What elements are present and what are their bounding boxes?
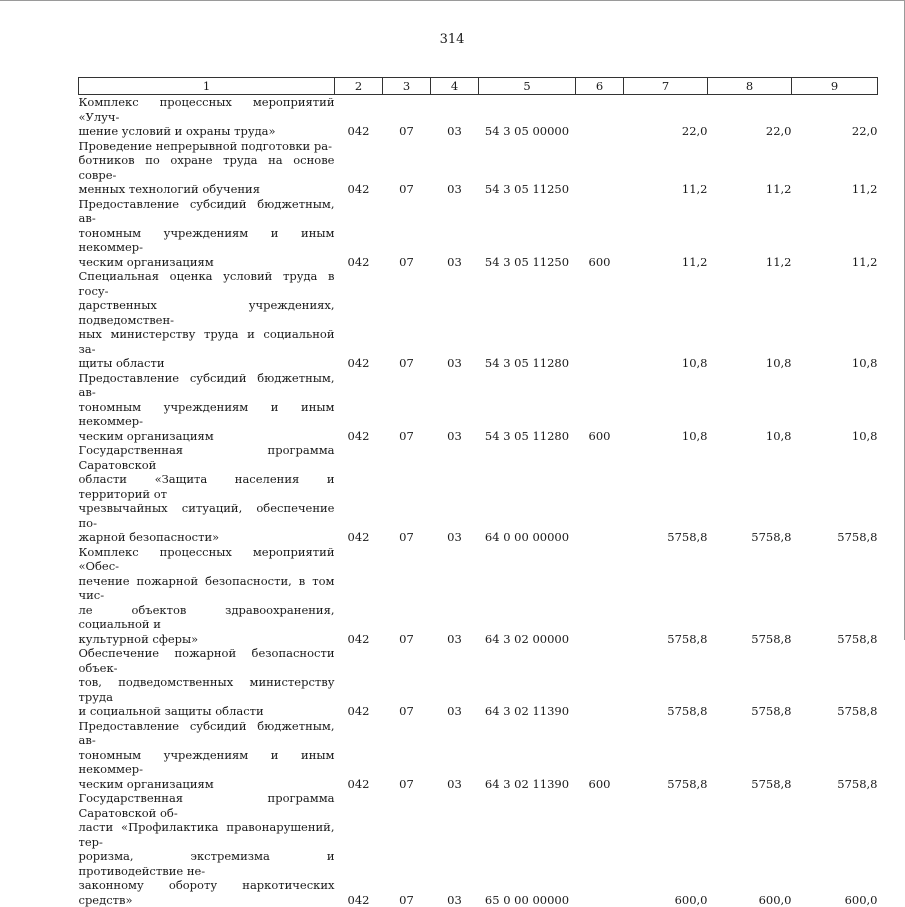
amount-year1-cell: 11,2 (624, 139, 708, 197)
description-cell (79, 791, 335, 907)
description-line: тономным учреждениям и иным некоммер- (79, 226, 335, 255)
table-row (79, 719, 878, 792)
target-article-cell: 54 3 05 11250 (479, 197, 576, 270)
description-line: печение пожарной безопасности, в том чис- (79, 574, 335, 603)
description-cell (79, 371, 335, 444)
description-line: шение условий и охраны труда» (79, 124, 335, 139)
amount-year1-cell: 600,0 (624, 791, 708, 907)
amount-year2-cell: 5758,8 (708, 545, 792, 647)
table-row (79, 269, 878, 371)
description-line: жарной безопасности» (79, 530, 335, 545)
amount-year1-cell: 10,8 (624, 371, 708, 444)
description-line: чрезвычайных ситуаций, обеспечение по- (79, 501, 335, 530)
description-line: щиты области (79, 356, 335, 371)
amount-year1-cell: 5758,8 (624, 545, 708, 647)
target-article-cell: 54 3 05 11250 (479, 139, 576, 197)
description-line: ческим организациям (79, 429, 335, 444)
expense-type-cell (576, 95, 624, 139)
target-article-cell: 64 3 02 00000 (479, 545, 576, 647)
admin-code-cell: 042 (335, 95, 383, 139)
section-cell: 07 (383, 545, 431, 647)
subsection-cell: 03 (431, 197, 479, 270)
subsection-cell: 03 (431, 95, 479, 139)
admin-code-cell: 042 (335, 139, 383, 197)
amount-year2-cell: 600,0 (708, 791, 792, 907)
description-cell (79, 545, 335, 647)
amount-year2-cell: 11,2 (708, 139, 792, 197)
amount-year1-cell: 22,0 (624, 95, 708, 139)
description-line: менных технологий обучения (79, 182, 335, 197)
subsection-cell: 03 (431, 443, 479, 545)
description-line: роризма, экстремизма и противодействие не- (79, 849, 335, 878)
amount-year3-cell: 11,2 (792, 197, 878, 270)
column-header: 8 (708, 78, 792, 95)
admin-code-cell: 042 (335, 719, 383, 792)
description-line: области «Защита населения и территорий от (79, 472, 335, 501)
description-line: ных министерству труда и социальной за- (79, 327, 335, 356)
description-line: культурной сферы» (79, 632, 335, 647)
column-header: 5 (479, 78, 576, 95)
description-line: тов, подведомственных министерству труда (79, 675, 335, 704)
expense-type-cell: 600 (576, 719, 624, 792)
expense-type-cell (576, 269, 624, 371)
subsection-cell: 03 (431, 139, 479, 197)
column-header: 4 (431, 78, 479, 95)
admin-code-cell: 042 (335, 791, 383, 907)
subsection-cell: 03 (431, 791, 479, 907)
target-article-cell: 64 3 02 11390 (479, 646, 576, 719)
expense-type-cell (576, 791, 624, 907)
subsection-cell: 03 (431, 371, 479, 444)
description-cell (79, 443, 335, 545)
table-row (79, 139, 878, 197)
table-header (79, 78, 878, 95)
description-line: Комплекс процессных мероприятий «Обес- (79, 545, 335, 574)
target-article-cell: 65 0 00 00000 (479, 791, 576, 907)
column-number-row (79, 78, 878, 95)
column-header: 1 (79, 78, 335, 95)
amount-year3-cell: 5758,8 (792, 545, 878, 647)
subsection-cell: 03 (431, 646, 479, 719)
description-cell (79, 719, 335, 792)
admin-code-cell: 042 (335, 443, 383, 545)
amount-year3-cell: 5758,8 (792, 443, 878, 545)
amount-year2-cell: 10,8 (708, 371, 792, 444)
table-row (79, 197, 878, 270)
amount-year2-cell: 5758,8 (708, 443, 792, 545)
admin-code-cell: 042 (335, 646, 383, 719)
description-line: Предоставление субсидий бюджетным, ав- (79, 719, 335, 748)
expense-type-cell (576, 545, 624, 647)
table-row (79, 791, 878, 907)
amount-year2-cell: 22,0 (708, 95, 792, 139)
amount-year3-cell: 10,8 (792, 269, 878, 371)
description-line: ласти «Профилактика правонарушений, тер- (79, 820, 335, 849)
column-header: 7 (624, 78, 708, 95)
amount-year3-cell: 22,0 (792, 95, 878, 139)
admin-code-cell: 042 (335, 371, 383, 444)
expense-type-cell: 600 (576, 371, 624, 444)
column-header: 3 (383, 78, 431, 95)
table-row (79, 95, 878, 139)
target-article-cell: 54 3 05 11280 (479, 269, 576, 371)
section-cell: 07 (383, 646, 431, 719)
target-article-cell: 64 0 00 00000 (479, 443, 576, 545)
amount-year1-cell: 11,2 (624, 197, 708, 270)
amount-year2-cell: 5758,8 (708, 646, 792, 719)
subsection-cell: 03 (431, 269, 479, 371)
admin-code-cell: 042 (335, 545, 383, 647)
amount-year3-cell: 600,0 (792, 791, 878, 907)
description-line: законному обороту наркотических средств» (79, 878, 335, 907)
section-cell: 07 (383, 791, 431, 907)
description-line: Предоставление субсидий бюджетным, ав- (79, 197, 335, 226)
expense-type-cell: 600 (576, 197, 624, 270)
section-cell: 07 (383, 95, 431, 139)
section-cell: 07 (383, 443, 431, 545)
description-cell (79, 139, 335, 197)
amount-year3-cell: 11,2 (792, 139, 878, 197)
description-line: ле объектов здравоохранения, социальной и (79, 603, 335, 632)
description-line: ческим организациям (79, 255, 335, 270)
amount-year1-cell: 5758,8 (624, 719, 708, 792)
description-cell (79, 269, 335, 371)
admin-code-cell: 042 (335, 269, 383, 371)
expense-type-cell (576, 443, 624, 545)
admin-code-cell: 042 (335, 197, 383, 270)
target-article-cell: 54 3 05 11280 (479, 371, 576, 444)
description-cell (79, 197, 335, 270)
page-number: 314 (0, 32, 904, 47)
target-article-cell: 64 3 02 11390 (479, 719, 576, 792)
amount-year1-cell: 5758,8 (624, 443, 708, 545)
amount-year3-cell: 5758,8 (792, 646, 878, 719)
section-cell: 07 (383, 371, 431, 444)
amount-year2-cell: 5758,8 (708, 719, 792, 792)
description-line: Государственная программа Саратовской об- (79, 791, 335, 820)
description-line: ботников по охране труда на основе совре- (79, 153, 335, 182)
description-cell (79, 95, 335, 139)
subsection-cell: 03 (431, 545, 479, 647)
section-cell: 07 (383, 719, 431, 792)
amount-year3-cell: 5758,8 (792, 719, 878, 792)
amount-year1-cell: 5758,8 (624, 646, 708, 719)
amount-year1-cell: 10,8 (624, 269, 708, 371)
section-cell: 07 (383, 139, 431, 197)
expense-type-cell (576, 646, 624, 719)
description-line: Специальная оценка условий труда в госу- (79, 269, 335, 298)
description-line: Комплекс процессных мероприятий «Улуч- (79, 95, 335, 124)
table-row (79, 443, 878, 545)
section-cell: 07 (383, 269, 431, 371)
table-row (79, 545, 878, 647)
amount-year3-cell: 10,8 (792, 371, 878, 444)
description-line: тономным учреждениям и иным некоммер- (79, 748, 335, 777)
column-header: 9 (792, 78, 878, 95)
expense-type-cell (576, 139, 624, 197)
table-row (79, 646, 878, 719)
budget-table (78, 77, 878, 907)
subsection-cell: 03 (431, 719, 479, 792)
column-header: 6 (576, 78, 624, 95)
target-article-cell: 54 3 05 00000 (479, 95, 576, 139)
amount-year2-cell: 11,2 (708, 197, 792, 270)
table-body (79, 95, 878, 907)
amount-year2-cell: 10,8 (708, 269, 792, 371)
column-header: 2 (335, 78, 383, 95)
description-line: дарственных учреждениях, подведомствен- (79, 298, 335, 327)
section-cell: 07 (383, 197, 431, 270)
description-line: и социальной защиты области (79, 704, 335, 719)
table-row (79, 371, 878, 444)
description-cell (79, 646, 335, 719)
description-line: Обеспечение пожарной безопасности объек- (79, 646, 335, 675)
description-line: тономным учреждениям и иным некоммер- (79, 400, 335, 429)
description-line: Проведение непрерывной подготовки ра- (79, 139, 335, 154)
description-line: Предоставление субсидий бюджетным, ав- (79, 371, 335, 400)
description-line: Государственная программа Саратовской (79, 443, 335, 472)
description-line: ческим организациям (79, 777, 335, 792)
